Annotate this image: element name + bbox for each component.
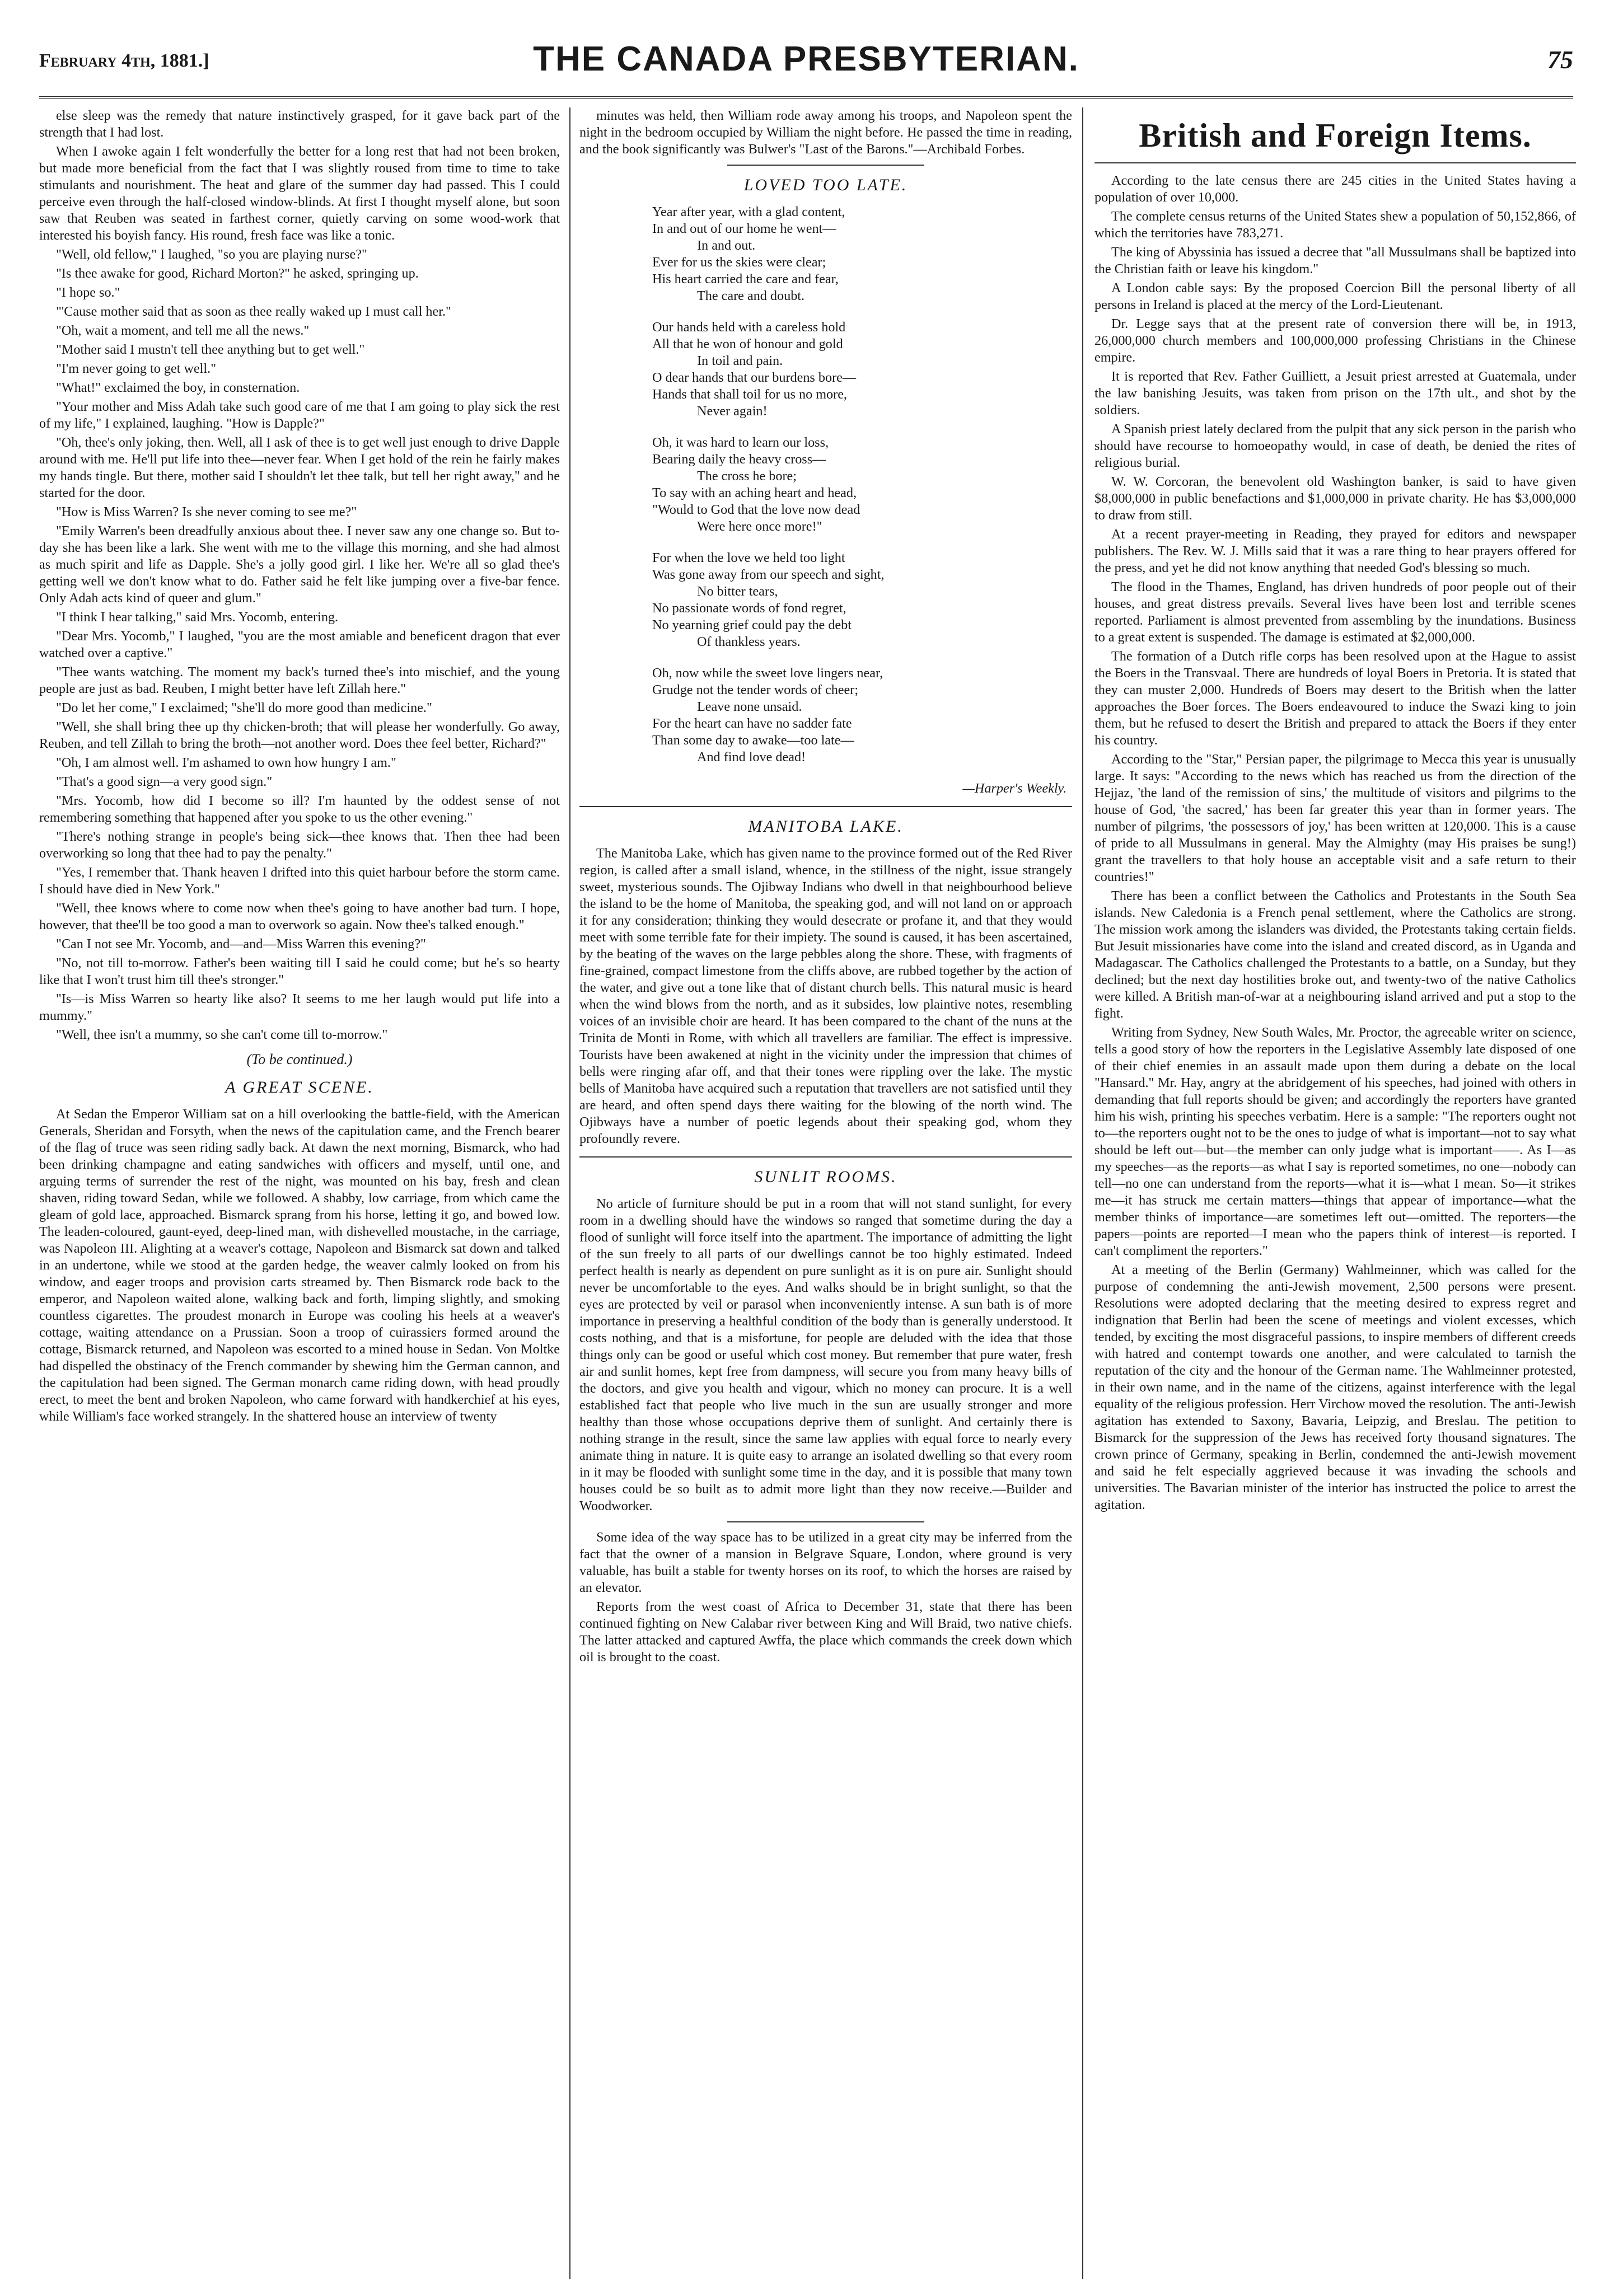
poem-line: Oh, it was hard to learn our loss, — [652, 435, 829, 450]
divider — [579, 806, 1072, 807]
poem-line: The care and doubt. — [697, 288, 805, 303]
column-1 — [39, 107, 560, 2279]
news-item: The flood in the Thames, England, has driven hundreds of poor people out of their houses, and great distress prevails. Several lives have been lost and terrible scenes reported. Parliament is almost prevented from assembling by the inundations. Business to a great extent is suspended. The damage is estimated at $2,000,000. — [1095, 579, 1576, 645]
story-paragraph: "I think I hear talking," said Mrs. Yocomb, entering. — [56, 610, 339, 625]
divider — [579, 1156, 1072, 1158]
column-divider — [569, 107, 570, 2279]
poem-title: LOVED TOO LATE. — [743, 176, 908, 194]
serial-story — [39, 107, 560, 1043]
news-item: A London cable says: By the proposed Coercion Bill the personal liberty of all persons in Ireland is placed at the mercy of the Lord-Lieutenant. — [1095, 280, 1576, 312]
story-paragraph: "That's a good sign—a very good sign." — [56, 774, 273, 789]
divider — [727, 165, 924, 166]
poem-line: Was gone away from our speech and sight, — [652, 567, 885, 582]
news-item: A Spanish priest lately declared from the pulpit that any sick person in the parish who should have recourse to homoeopathy would, in case of death, be denied the rites of religious burial. — [1095, 421, 1576, 470]
masthead-rule — [39, 96, 1573, 99]
poem-line: O dear hands that our burdens bore— — [652, 370, 857, 385]
news-item: Reports from the west coast of Africa to December 31, state that there has been continued fighting on New Calabar river between King and Will Braid, two native chiefs. The latter attacked and captured Awffa, the place which commands the creek down which oil is brought to the coast. — [579, 1599, 1072, 1665]
poem-stanza — [652, 204, 1072, 304]
story-paragraph: "Well, she shall bring thee up thy chicken-broth; that will please her wonderfully. Go away, Reuben, and tell Zillah to bring the broth—not another word. Does thee feel better, Richard?" — [39, 719, 560, 751]
poem-line: No passionate words of fond regret, — [652, 601, 846, 616]
poem-line: Year after year, with a glad content, — [652, 204, 845, 219]
poem-stanza — [652, 434, 1072, 535]
story-paragraph: "Can I not see Mr. Yocomb, and—and—Miss Warren this evening?" — [56, 936, 426, 952]
story-paragraph: "Is—is Miss Warren so hearty like also? It seems to me her laugh would put life into a mummy." — [39, 991, 560, 1023]
newspaper-title: THE CANADA PRESBYTERIAN. — [533, 40, 1079, 78]
poem-line: Than some day to awake—too late— — [652, 733, 854, 748]
column-3 — [1095, 107, 1576, 2279]
poem-stanza — [652, 665, 1072, 766]
article-manitoba — [579, 845, 1072, 1147]
story-paragraph: "'Cause mother said that as soon as thee really waked up I must call her." — [56, 304, 451, 319]
poem-attribution: —Harper's Weekly. — [962, 781, 1067, 796]
poem-line: Were here once more!" — [697, 519, 822, 534]
article-heading: A GREAT SCENE. — [225, 1078, 374, 1097]
poem-line: The cross he bore; — [697, 468, 797, 484]
poem-line: All that he won of honour and gold — [652, 336, 843, 352]
story-paragraph: "Emily Warren's been dreadfully anxious about thee. I never saw any one change so. But to-day she has been like a lark. She went with me to the village this morning, and she had almost as much spirit and life as Dapple. She's a jolly good girl. I like her. We're all so glad thee's getting well we don't know what to do. Father said he felt like jumping over a five-bar fence. Only Adah acts kind of queer and glum." — [39, 523, 560, 606]
poem-stanza — [652, 319, 1072, 420]
poem-line: Our hands held with a careless hold — [652, 320, 846, 335]
story-paragraph: "Oh, wait a moment, and tell me all the news." — [56, 323, 310, 338]
story-paragraph: "Well, old fellow," I laughed, "so you are playing nurse?" — [56, 247, 367, 262]
article-continuation: minutes was held, then William rode away among his troops, and Napoleon spent the night in the bedroom occupied by William the night before. He passed the time in reading, and the book significantly was Bulwer's "Last of the Barons."—Archibald Forbes. — [579, 108, 1072, 157]
article-heading: SUNLIT ROOMS. — [754, 1168, 897, 1186]
poem-line: Leave none unsaid. — [697, 699, 802, 714]
story-paragraph: "Your mother and Miss Adah take such good care of me that I am going to play sick the rest of my life," I explained, laughing. "How is Dapple?" — [39, 399, 560, 431]
poem-line: For when the love we held too light — [652, 550, 845, 565]
story-paragraph: "Is thee awake for good, Richard Morton?" he asked, springing up. — [56, 266, 419, 281]
poem-line: And find love dead! — [697, 749, 806, 765]
news-item: According to the late census there are 245 cities in the United States having a population of over 10,000. — [1095, 173, 1576, 205]
poem-line: To say with an aching heart and head, — [652, 485, 857, 500]
poem-stanza — [652, 550, 1072, 650]
article-paragraph: At Sedan the Emperor William sat on a hill overlooking the battle-field, with the American Generals, Sheridan and Forsyth, when the news of the capitulation came, and the French bearer of the flag of truce was seen riding sadly back. At dawn the next morning, Bismarck, who had been drinking champagne and eating sandwiches with officers and myself, until one, and arguing terms of surrender the rest of the night, was mounted on his bay, fresh and clean shaven, riding toward Sedan, while we followed. A shabby, low carriage, from which came the gleam of gold lace, approached. Bismarck sprang from his horse, letting it go, and bowed low. The leaden-coloured, gaunt-eyed, deep-lined man, with dishevelled moustache, in the carriage, was Napoleon III. Alighting at a weaver's cottage, Napoleon and Bismarck sat down and talked in an undertone, while we stood at the garden hedge, the weaver calmly looked on from his window, and eager troops and provision carts streamed by. Then Bismarck rode back to the emperor, and Napoleon waited alone, walking back and forth, limping slightly, and smoking countless cigarettes. The proudest monarch in Europe was cooling his heels at a weaver's cottage, waiting attendance on a Prussian. Soon a troop of cuirassiers formed around the cottage, Bismarck returned, and Napoleon was escorted to a mined house in Sedan. Von Moltke had dispelled the obstinacy of the French commander by shewing him the German cannon, and the capitulation had been signed. The German monarch came riding down, with head proudly erect, to meet the bent and broken Napoleon, who came forward with handkerchief at his eyes, while William's face worked strangely. In the shattered house an interview of twenty — [39, 1107, 560, 1424]
column-2 — [579, 107, 1072, 2279]
story-paragraph: "I'm never going to get well." — [56, 361, 217, 376]
news-items — [1095, 172, 1576, 1514]
poem-line: In and out of our home he went— — [652, 221, 836, 236]
poem-line: For the heart can have no sadder fate — [652, 716, 852, 731]
story-paragraph: "There's nothing strange in people's being sick—thee knows that. Then thee had been overworking so long that thee had to pay the penalty." — [39, 829, 560, 861]
poem-line: "Would to God that the love now dead — [652, 502, 860, 517]
poem-line: Of thankless years. — [697, 634, 801, 649]
news-item: The formation of a Dutch rifle corps has been resolved upon at the Hague to assist the Boers in the Transvaal. There are hundreds of loyal Boers in Pretoria. It is stated that they can muster 2,000. Hundreds of Boers may desert to the British when the latter approaches the Boer forces. The Boers endeavoured to induce the Swazi king to join them, but he refused to desert the British and prepared to attack the Boers if they enter his country. — [1095, 649, 1576, 748]
article-great-scene — [39, 1106, 560, 1425]
poem-line: In toil and pain. — [697, 353, 783, 368]
poem-line: Hands that shall toil for us no more, — [652, 387, 847, 402]
news-item: At a meeting of the Berlin (Germany) Wahlmeinner, which was called for the purpose of condemning the anti-Jewish movement, 2,500 persons were present. Resolutions were adopted declaring that the meeting desired to express regret and indignation that Berlin had been the scene of meetings and violent excesses, which tended, by exciting the most disgraceful passions, to inspire members of different creeds with hatred and contempt towards one another, and were calculated to tarnish the reputation of the city and the honour of the German name. The Wahlmeinner protested, in their own name, and in the name of the citizens, against interference with the legal equality of the religious profession. Herr Virchow moved the resolution. The anti-Jewish agitation has extended to Saxony, Bavaria, Leipzig, and Breslau. The petition to Bismarck for the suppression of the Jews has received forty thousand signatures. The crown prince of Germany, speaking in Berlin, condemned the anti-Jewish movement and said he felt especially aggrieved because it was invading the schools and universities. The Bavarian minister of the interior has instructed the police to arrest the agitation. — [1095, 1262, 1576, 1512]
poem-line: His heart carried the care and fear, — [652, 271, 839, 287]
story-paragraph: "I hope so." — [56, 285, 120, 300]
to-be-continued: (To be continued.) — [246, 1051, 353, 1067]
poem-line: In and out. — [697, 238, 756, 253]
news-item: It is reported that Rev. Father Guilliett, a Jesuit priest arrested at Guatemala, under the law banishing Jesuits, was taken from prison on the 17th ult., and shot by the soldiers. — [1095, 369, 1576, 418]
news-item: The king of Abyssinia has issued a decree that "all Mussulmans shall be baptized into the Christian faith or leave his kingdom." — [1095, 245, 1576, 277]
poem-line: No yearning grief could pay the debt — [652, 617, 852, 632]
news-item: At a recent prayer-meeting in Reading, they prayed for editors and newspaper publishers. The Rev. W. J. Mills said that it was a rare thing to hear prayers offered for the press, and yet he did not know anything that needed God's blessing so much. — [1095, 527, 1576, 575]
section-title: British and Foreign Items. — [1095, 113, 1576, 163]
news-item: Writing from Sydney, New South Wales, Mr. Proctor, the agreeable writer on science, tells a good story of how the reporters in the Legislative Assembly late disposed of one of their chief enemies in an assault made upon them during a debate on the local "Hansard." Mr. Hay, angry at the abridgement of his speeches, had joined with others in demanding that full reports should be given; and accordingly the reporters have granted him his wish, printing his speeches verbatim. Here is a sample: "The reporters ought not to—the reporters ought not to be the ones to judge of what is important—not to say what should be left out—but—the member can only judge what is important——. As I—as my speeches—as the reports—as what I say is reported sometimes, no one—nobody can tell—no one can understand from the reports—what it is—what I mean. So—it strikes me—it has struck me certain matters—things that appear of importance—what the member thinks of importance—are sometimes left out—omitted. The reporters—the papers—points are reported—I mean who the papers think of interest—is reported. I can't compliment the reporters." — [1095, 1025, 1576, 1258]
story-paragraph: "Oh, I am almost well. I'm ashamed to own how hungry I am." — [56, 755, 396, 770]
poem-line: Ever for us the skies were clear; — [652, 255, 826, 270]
article-paragraph: The Manitoba Lake, which has given name to the province formed out of the Red River region, is called after a small island, whence, in the stillness of the night, issue strangely sweet, mysterious sounds. The Ojibway Indians who dwell in that neighbourhood believe the island to be the home of Manitoba, the speaking god, and will not land on or approach it for any consideration; thinking they would desecrate or profane it, and that they would meet with some terrible fate for their impiety. The sound is caused, it has been ascertained, by the beating of the waves on the large pebbles along the shore. These, with fragments of fine-grained, compact limestone from the cliffs above, are rubbed together by the action of the water, and give out a tone like that of distant church bells. This natural music is heard when the wind blows from the north, and as it subsides, low plaintive notes, resembling voices of an invisible choir are heard. It has been compared to the chant of the nuns at the Trinita de Monti in Rome, with which all travellers are familiar. The effect is impressive. Tourists have been awakened at night in the vicinity under the impression that chimes of bells were ringing afar off, and that their tones were rippling over the lake. The mystic bells of Manitoba have acquired such a reputation that travellers are not satisfied until they are heard, and often spend days there waiting for the blowing of the north wind. The Ojibways have a number of poetic legends about their speaking god, whom they profoundly revere. — [579, 846, 1072, 1146]
story-paragraph: "No, not till to-morrow. Father's been waiting till I said he could come; but he's so hearty like that I won't trust him till thee's stronger." — [39, 955, 560, 987]
story-paragraph: "Dear Mrs. Yocomb," I laughed, "you are the most amiable and beneficent dragon that ever watched over a captive." — [39, 629, 560, 660]
article-sunlit — [579, 1196, 1072, 1515]
poem-line: Never again! — [697, 404, 768, 419]
story-paragraph: "Well, thee knows where to come now when thee's going to have another bad turn. I hope, however, that thee'll be too good a man to overwork so again. Now thee's talked enough." — [39, 901, 560, 933]
issue-date: February 4th, 1881.] — [39, 50, 209, 71]
poem-line: Grudge not the tender words of cheer; — [652, 682, 859, 697]
news-item: Some idea of the way space has to be utilized in a great city may be inferred from the fact that the owner of a mansion in Belgrave Square, London, where ground is very valuable, has built a stable for twenty horses on its roof, to which the horses are raised by an elevator. — [579, 1530, 1072, 1595]
story-paragraph: else sleep was the remedy that nature instinctively grasped, for it gave back part of the strength that I had lost. — [39, 108, 560, 140]
story-paragraph: When I awoke again I felt wonderfully the better for a long rest that had not been broken, but made more beneficial from the fact that I was slightly roused from time to time to take stimulants and nourishment. The heat and glare of the summer day had passed. This I could perceive even through the half-closed window-blinds. At first I thought myself alone, but soon saw that Reuben was seated in farthest corner, quietly carving on some wood-work that interested his boyish fancy. His round, fresh face was like a tonic. — [39, 144, 560, 243]
poem-line: No bitter tears, — [697, 584, 778, 599]
story-paragraph: "How is Miss Warren? Is she never coming to see me?" — [56, 504, 357, 519]
article-paragraph: No article of furniture should be put in a room that will not stand sunlight, for every room in a dwelling should have the windows so ranged that sometime during the day a flood of sunlight will force itself into the apartment. The importance of admitting the light of the sun freely to all parts of our dwellings cannot be too highly estimated. Indeed perfect health is nearly as dependent on pure sunlight as it is on pure air. Sunlight should never be uncomfortable to the eyes. And walks should be in bright sunlight, so that the eyes are protected by veil or parasol when inconveniently intense. A sun bath is of more importance in preserving a healthful condition of the body than is generally understood. It costs nothing, and that is a misfortune, for people are deluded with the idea that those things only can be good or useful which cost money. But remember that pure water, fresh air and sunlit homes, kept free from dampness, will secure you from many heavy bills of the doctors, and give you health and vigour, which no money can procure. It is a well established fact that people who live much in the sun are usually stronger and more healthy than those whose occupations deprive them of sunlight. And certainly there is nothing strange in the result, since the same law applies with equal force to nearly every animate thing in nature. It is quite easy to arrange an isolated dwelling so that every room in it may be flooded with sunlight some time in the day, and it is possible that many town houses could be so built as to admit more light than they now receive.—Builder and Woodworker. — [579, 1196, 1072, 1514]
column-divider — [1082, 107, 1083, 2279]
news-item: Dr. Legge says that at the present rate of conversion there will be, in 1913, 26,000,000 church members and 100,000,000 professing Christians in the Chinese empire. — [1095, 316, 1576, 365]
news-item: There has been a conflict between the Catholics and Protestants in the South Sea islands. New Caledonia is a French penal settlement, where the Catholics are strong. The mission work among the islanders was divided, the Protestants taking certain fields. But Jesuit missionaries have come into the island and created discord, as in Uganda and Madagascar. The Catholics challenged the Protestants to a battle, on a Sunday, but they declined; but the next day hostilities broke out, and twenty-two of the native Catholics were killed. A British man-of-war at a neighbouring island arrived and put a stop to the fight. — [1095, 888, 1576, 1021]
news-item: W. W. Corcoran, the benevolent old Washington banker, is said to have given $8,000,000 in public benefactions and $1,000,000 in private charity. He has $3,000,000 to draw from still. — [1095, 474, 1576, 523]
article-heading: MANITOBA LAKE. — [748, 817, 904, 836]
story-paragraph: "Do let her come," I exclaimed; "she'll do more good than medicine." — [56, 700, 432, 715]
story-paragraph: "Thee wants watching. The moment my back's turned thee's into mischief, and the young people are just as bad. Reuben, I might better have left Zillah here." — [39, 664, 560, 696]
story-paragraph: "Mrs. Yocomb, how did I become so ill? I'm haunted by the oddest sense of not remembering something that happened after you spoke to us the other evening." — [39, 793, 560, 825]
poem-line: Oh, now while the sweet love lingers near, — [652, 666, 883, 681]
news-item: The complete census returns of the United States shew a population of 50,152,866, of which the territories have 783,271. — [1095, 209, 1576, 241]
story-paragraph: "Yes, I remember that. Thank heaven I drifted into this quiet harbour before the storm came. I should have died in New York." — [39, 865, 560, 897]
poem-line: Bearing daily the heavy cross— — [652, 452, 826, 467]
masthead — [39, 35, 1573, 86]
story-paragraph: "What!" exclaimed the boy, in consternation. — [56, 380, 300, 395]
divider — [727, 1521, 924, 1522]
news-items — [579, 1529, 1072, 1666]
page-number: 75 — [1547, 45, 1573, 74]
story-paragraph: "Oh, thee's only joking, then. Well, all I ask of thee is to get well just enough to drive Dapple around with me. He'll put life into thee—never fear. When I get hold of the rein he fairly makes my hands tingle. But there, mother said I shouldn't let thee talk, but tell her right away," and he started for the door. — [39, 435, 560, 500]
story-paragraph: "Well, thee isn't a mummy, so she can't come till to-morrow." — [56, 1027, 388, 1042]
news-item: According to the "Star," Persian paper, the pilgrimage to Mecca this year is unusually large. It says: "According to the news which has reached us from the direction of the Hejjaz, 'the land of the remission of sins,' the multitude of visitors and pilgrims to the house of God, 'the sacred,' has been far greater this year than in former years. The number of pilgrims, 'the possessors of joy,' has been written at 120,000. This is a cause of pride to all Mussulmans in general. May the Almighty (may His praises be sung!) grant the travellers to that holy house an acceptable visit and a safe return to their countries!" — [1095, 752, 1576, 884]
poem — [652, 204, 1072, 766]
story-paragraph: "Mother said I mustn't tell thee anything but to get well." — [56, 342, 365, 357]
